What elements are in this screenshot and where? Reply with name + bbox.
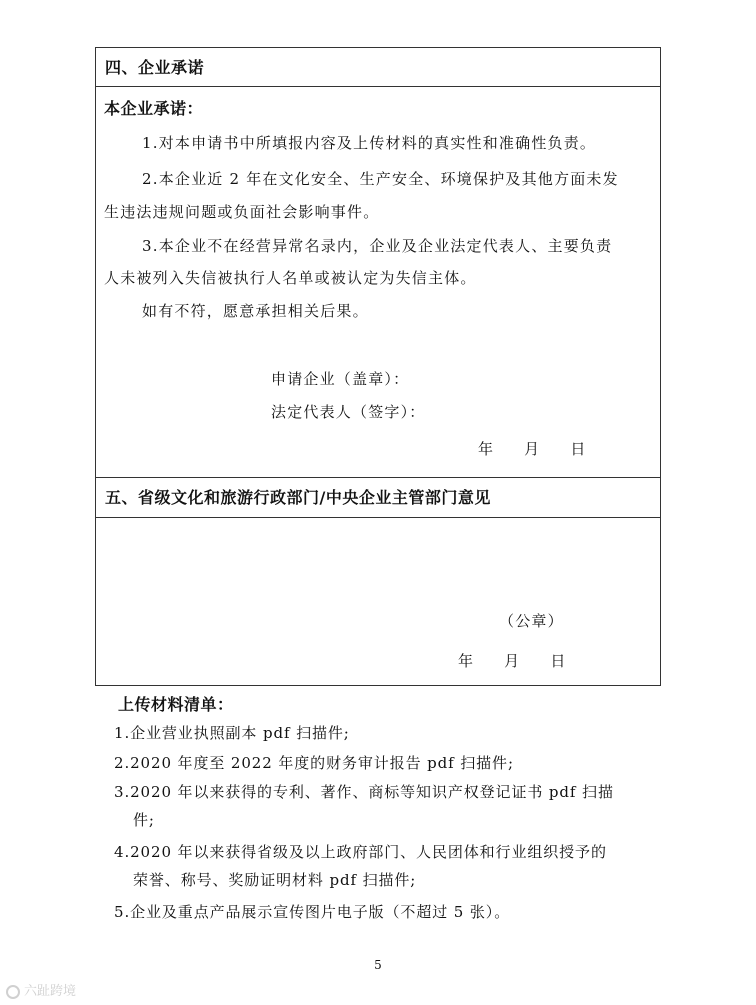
upload-item-2: 2.2020 年度至 2022 年度的财务审计报告 pdf 扫描件;: [114, 754, 514, 772]
legal-rep-signature-label: 法定代表人（签字）：: [271, 403, 426, 421]
upload-list-title: 上传材料清单：: [118, 695, 234, 714]
upload-item-5: 5.企业及重点产品展示宣传图片电子版（不超过 5 张）。: [114, 903, 511, 921]
watermark: [6, 980, 76, 999]
commitment-label: 本企业承诺：: [104, 99, 204, 118]
official-seal-label: （公章）: [499, 612, 564, 630]
commitment-item-1: 1.对本申请书中所填报内容及上传材料的真实性和准确性负责。: [142, 134, 597, 152]
page-number: 5: [374, 958, 382, 972]
upload-item-3-cont: 件;: [133, 811, 155, 829]
commitment-item-2: 2.本企业近 2 年在文化安全、生产安全、环境保护及其他方面未发: [142, 170, 619, 188]
commitment-closing: 如有不符，愿意承担相关后果。: [142, 302, 369, 320]
applicant-seal-label: 申请企业（盖章）：: [271, 370, 410, 388]
section5-opinion-body: [96, 518, 660, 685]
application-form-table: [95, 47, 661, 686]
section5-heading: 五、省级文化和旅游行政部门/中央企业主管部门意见: [96, 478, 660, 518]
commitment-item-3-cont: 人未被列入失信被执行人名单或被认定为失信主体。: [104, 269, 477, 287]
upload-item-4-cont: 荣誉、称号、奖励证明材料 pdf 扫描件;: [133, 871, 417, 889]
watermark-text: 六趾跨境: [24, 984, 77, 999]
section5-date: 年 月 日: [458, 652, 567, 670]
upload-item-1: 1.企业营业执照副本 pdf 扫描件;: [114, 724, 350, 742]
section4-heading: 四、企业承诺: [96, 48, 660, 87]
commitment-item-3: 3.本企业不在经营异常名录内，企业及企业法定代表人、主要负责: [142, 237, 613, 255]
upload-item-3: 3.2020 年以来获得的专利、著作、商标等知识产权登记证书 pdf 扫描: [114, 783, 614, 801]
watermark-logo-icon: [6, 985, 20, 999]
section4-commitment-body: [96, 87, 660, 478]
commitment-item-2-cont: 生违法违规问题或负面社会影响事件。: [104, 203, 380, 221]
upload-item-4: 4.2020 年以来获得省级及以上政府部门、人民团体和行业组织授予的: [114, 843, 607, 861]
section4-date: 年 月 日: [478, 440, 587, 458]
